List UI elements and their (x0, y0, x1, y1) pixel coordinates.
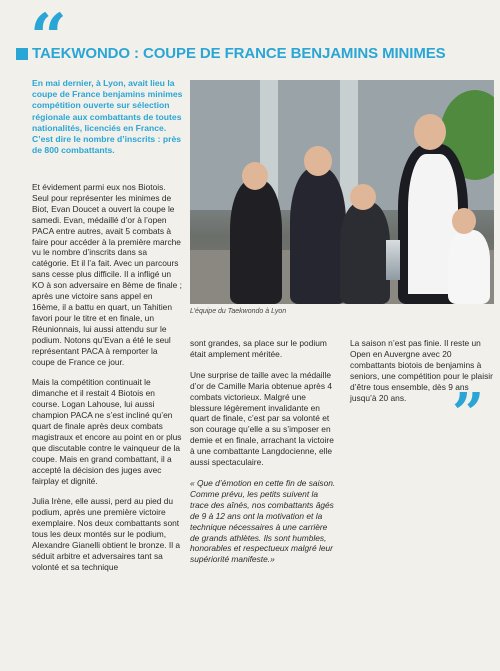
trophy-icon (386, 240, 400, 280)
article-lead: En mai dernier, à Lyon, avait lieu la coupe de France benjamins minimes compétition ouverte sur sélection régionale aux combattants de toutes nationalités, licenciés en France. C’est dire le nombre d’inscrits : près de 800 combattants. (32, 78, 183, 156)
article-column-2 (190, 338, 338, 575)
team-photo (190, 80, 494, 304)
paragraph: Et évidement parmi eux nos Biotois. Seul pour représenter les minimes de Biot, Evan Doucet a ouvert la coupe le samedi. Evan, médaillé d’or à l’open PACA entre autres, avait 5 combats à faire pour accéder à la première marche vu le nombre d’inscrits dans sa catégorie. Et il l’a fait. Avec un parcours sans cesse plus difficile. Il a infligé un KO à son adversaire en 8ème de finale ; après une victoire sans appel en 16ème, il a battu en quart, un Tahitien favori pour le titre et en finale, un Réunionnais, lui aussi attendu sur le podium. Notons qu’Evan a été le seul représentant PACA à remporter la coupe de France ce jour. (32, 182, 182, 367)
title-bullet-square (16, 48, 28, 60)
open-quote-mark: “ (30, 0, 67, 75)
quote-paragraph: « Que d’émotion en cette fin de saison. Comme prévu, les petits suivent la trace des aînés, nos combattants âgés de 9 à 12 ans ont la motivation et la technique nécessaires à une carrière de grands athlètes. Ils sont humbles, honorables et respectueux malgré leur supériorité manifeste.» (190, 477, 336, 565)
paragraph: Mais la compétition continuait le dimanche et il restait 4 Biotois en course. Logan Lahouse, lui aussi champion PACA ne s’est incliné qu’en quart de finale après deux combats magistraux et encore au point en or plus que discutable contre le vainqueur de la coupe. Mais en grand combattant, il a accepté la décision des juges avec fairplay et dignité. (32, 377, 182, 486)
article-header (16, 45, 446, 62)
paragraph: La saison n’est pas finie. Il reste un Open en Auvergne avec 20 combattants biotois de benjamins à seniors, une compétition pour le plaisir d’être tous ensemble, dès 9 ans jusqu’à 20 ans. (350, 338, 493, 403)
paragraph: sont grandes, sa place sur le podium était amplement méritée. (190, 338, 327, 359)
close-quote-mark: ” (452, 381, 485, 447)
photo-caption: L’équipe du Taekwondo à Lyon (190, 308, 287, 315)
paragraph: Julia Irène, elle aussi, perd au pied du podium, après une première victoire exemplaire. Nos deux combattants sont tous les deux montés sur le podium, Alexandre Gianelli obtient le bronze. Il a séduit arbitre et adversaires tant sa volonté et sa technique (32, 496, 181, 572)
paragraph: Une surprise de taille avec la médaille d’or de Camille Maria obtenue après 4 combats victorieux. Malgré une blessure légèrement invalidante en quart de finale, c’est par sa volonté et son courage qu’elle a su s’imposer en demie et en finale, arrachant la victoire à une combattante Langdocienne, elle aussi spectaculaire. (190, 369, 334, 468)
article-title: TAEKWONDO : COUPE DE FRANCE BENJAMINS MINIMES (32, 45, 446, 62)
article-column-1 (32, 182, 182, 583)
